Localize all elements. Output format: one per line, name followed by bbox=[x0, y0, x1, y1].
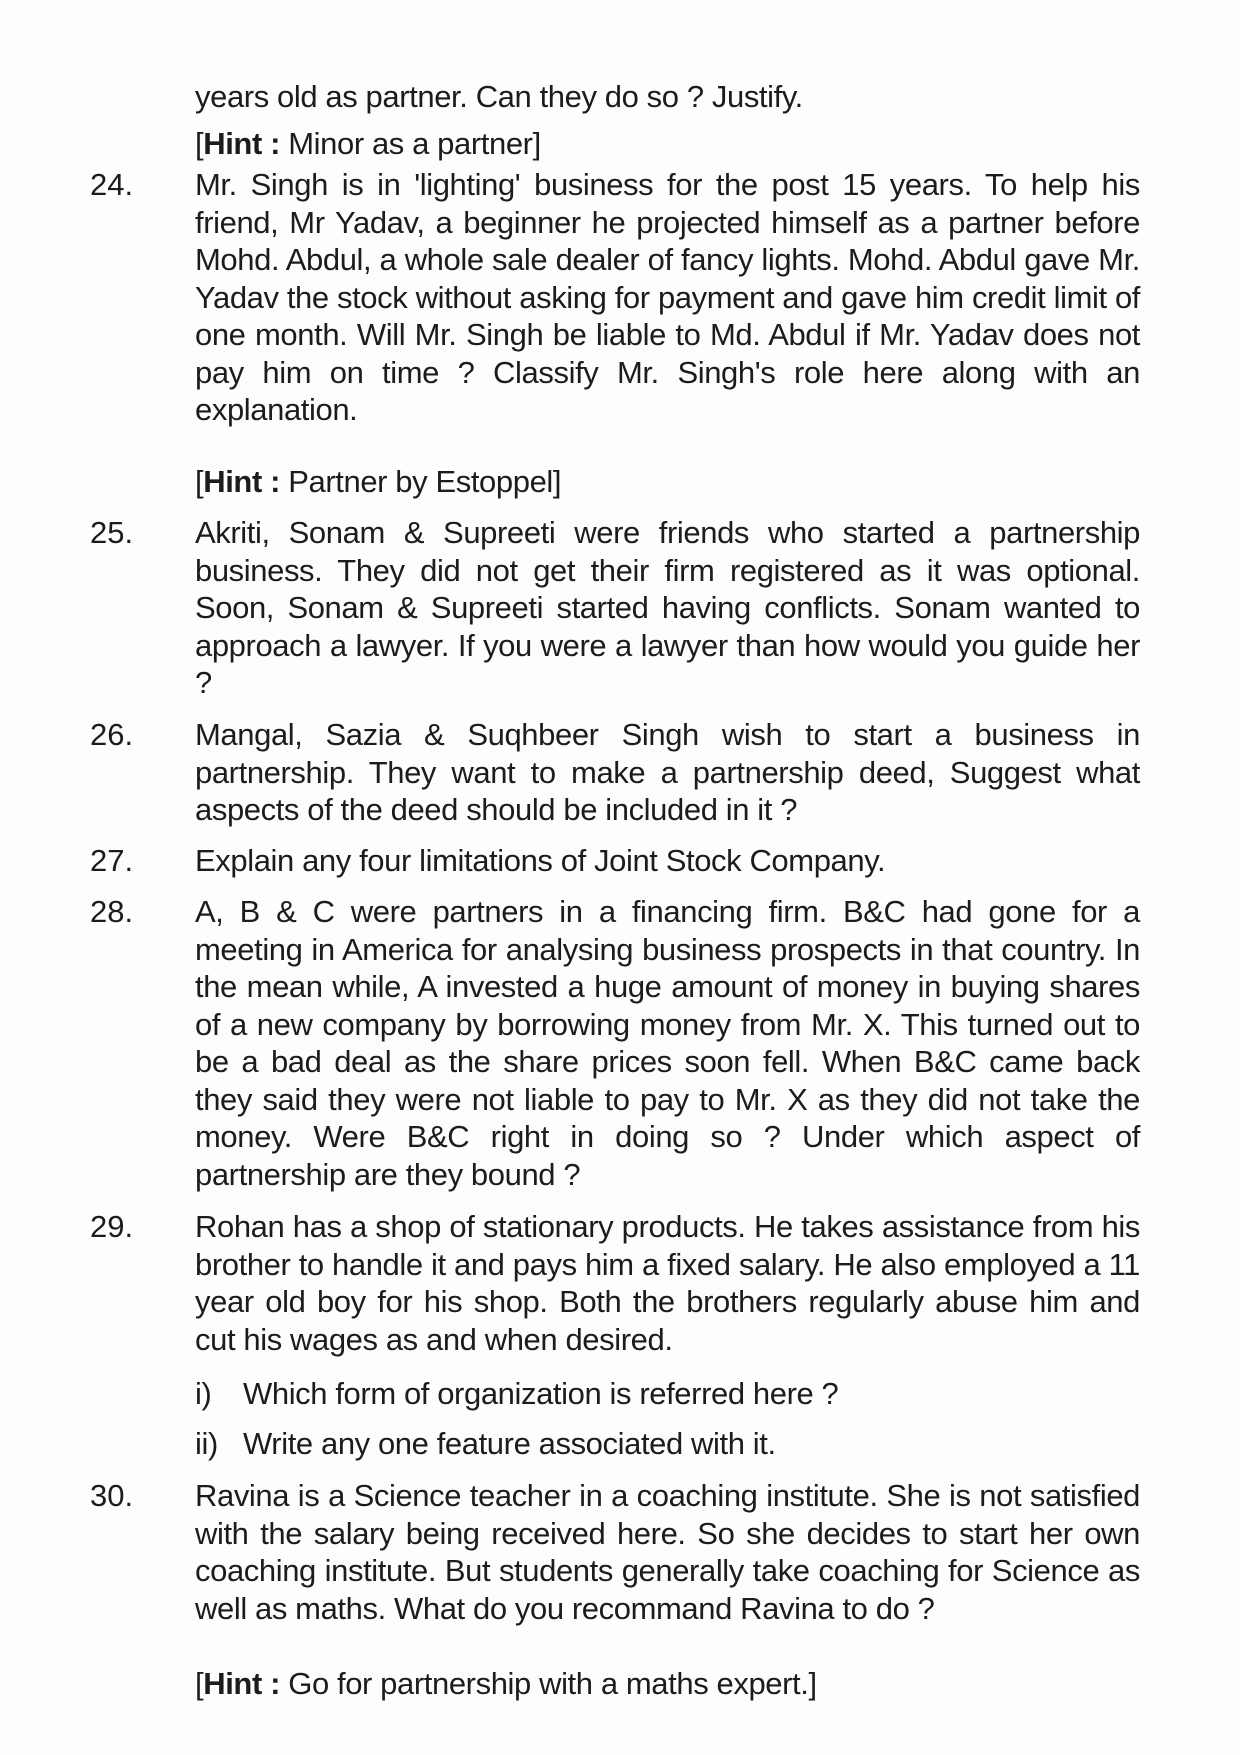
hint-text: Partner by Estoppel] bbox=[280, 464, 562, 499]
hint-label: Hint : bbox=[203, 464, 281, 499]
question-number: 25. bbox=[90, 515, 134, 550]
subpart-label: i) bbox=[195, 1376, 212, 1411]
question-number: 28. bbox=[90, 894, 134, 929]
question-26-text: Mangal, Sazia & Suqhbeer Singh wish to start a business in partnership. They want to make a partnership deed, Suggest what aspects of the deed should be included in it ? bbox=[195, 717, 1140, 827]
subpart-item bbox=[195, 1375, 838, 1413]
hint-label: Hint : bbox=[203, 126, 281, 161]
intro-hint: [Hint : Minor as a partner] bbox=[195, 126, 541, 161]
subpart-text: Which form of organization is referred here ? bbox=[243, 1376, 839, 1411]
question-number: 24. bbox=[90, 167, 134, 202]
question-number: 26. bbox=[90, 717, 134, 752]
subpart-text: Write any one feature associated with it. bbox=[243, 1426, 776, 1461]
hint-text: Go for partnership with a maths expert.] bbox=[280, 1666, 817, 1701]
question-28-text: A, B & C were partners in a financing firm. B&C had gone for a meeting in America for analysing business prospects in that country. In the mean while, A invested a huge amount of money in buying shares of a new company by borrowing money from Mr. X. This turned out to be a bad deal as the share prices soon fell. When B&C came back they said they were not liable to pay to Mr. X as they did not take the money. Were B&C right in doing so ? Under which aspect of partnership are they bound ? bbox=[195, 894, 1140, 1192]
subpart-label: ii) bbox=[195, 1426, 218, 1461]
hint-text: Minor as a partner] bbox=[280, 126, 541, 161]
subpart-item bbox=[195, 1425, 776, 1463]
question-27-text: Explain any four limitations of Joint Stock Company. bbox=[195, 843, 886, 878]
question-number: 27. bbox=[90, 843, 134, 878]
question-number: 30. bbox=[90, 1478, 134, 1513]
question-30-text: Ravina is a Science teacher in a coaching institute. She is not satisfied with the salary being received here. So she decides to start her own coaching institute. But students generally take coaching for Science as well as maths. What do you recommand Ravina to do ? bbox=[195, 1478, 1140, 1626]
intro-continuation: years old as partner. Can they do so ? Justify. bbox=[195, 79, 803, 114]
question-24-text: Mr. Singh is in 'lighting' business for the post 15 years. To help his friend, Mr Yadav, a beginner he projected himself as a partner before Mohd. Abdul, a whole sale dealer of fancy lights. Mohd. Abdul gave Mr. Yadav the stock without asking for payment and gave him credit limit of one month. Will Mr. Singh be liable to Md. Abdul if Mr. Yadav does not pay him on time ? Classify Mr. Singh's role here along with an explanation. bbox=[195, 167, 1140, 427]
question-24-hint: [Hint : Partner by Estoppel] bbox=[195, 464, 562, 499]
question-30-hint: [Hint : Go for partnership with a maths expert.] bbox=[195, 1666, 817, 1701]
question-29-text: Rohan has a shop of stationary products. He takes assistance from his brother to handle it and pays him a fixed salary. He also employed a 11 year old boy for his shop. Both the brothers regularly abuse him and cut his wages as and when desired. bbox=[195, 1209, 1140, 1357]
hint-label: Hint : bbox=[203, 1666, 281, 1701]
question-number: 29. bbox=[90, 1209, 134, 1244]
question-25-text: Akriti, Sonam & Supreeti were friends who started a partnership business. They did not get their firm registered as it was optional. Soon, Sonam & Supreeti started having conflicts. Sonam wanted to approach a lawyer. If you were a lawyer than how would you guide her ? bbox=[195, 515, 1140, 700]
